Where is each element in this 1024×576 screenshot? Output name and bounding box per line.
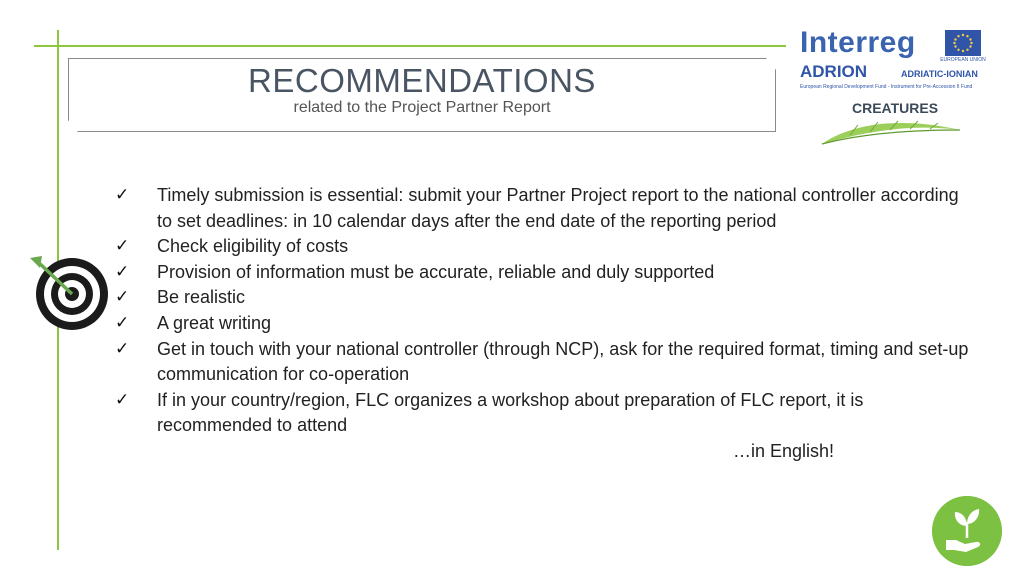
check-icon: ✓ <box>115 287 130 308</box>
logo-region-text: ADRIATIC-IONIAN <box>901 69 978 79</box>
list-item-text: Check eligibility of costs <box>157 236 349 257</box>
leaf-icon <box>820 116 965 146</box>
check-icon: ✓ <box>115 185 130 205</box>
list-item <box>115 260 975 286</box>
page-subtitle: related to the Project Partner Report <box>293 99 551 116</box>
list-item-text: If in your country/region, FLC organizes a workshop about preparation of FLC report, it is recommended to attend <box>157 389 864 436</box>
check-icon: ✓ <box>115 236 130 257</box>
check-icon: ✓ <box>115 261 130 282</box>
list-item <box>115 311 975 337</box>
list-item-text: Get in touch with your national controller (through NCP), ask for the required format, timing and set-up communication for co-operation <box>157 338 969 385</box>
hand-sprout-icon <box>932 496 1002 566</box>
list-item-text: Provision of information must be accurate, reliable and duly supported <box>157 261 715 282</box>
page-title: RECOMMENDATIONS <box>248 62 596 99</box>
list-item <box>115 337 975 388</box>
check-icon: ✓ <box>115 312 130 333</box>
list-item <box>115 285 975 311</box>
list-item-text: Be realistic <box>157 287 246 308</box>
logo-interreg-text: Interreg <box>800 26 916 59</box>
list-item <box>115 388 975 439</box>
list-item <box>115 234 975 260</box>
list-item-text: Timely submission is essential: submit your Partner Project report to the national controller according to set deadlines: in 10 calendar days after the end date of the reporting period <box>157 185 959 231</box>
list-item-text: A great writing <box>157 312 272 333</box>
top-divider-line <box>34 45 786 47</box>
check-icon: ✓ <box>115 389 130 410</box>
eu-flag-icon <box>945 30 981 56</box>
logo-adrion-text: ADRION <box>800 62 868 81</box>
recommendation-list <box>115 183 975 439</box>
check-icon: ✓ <box>115 338 130 359</box>
eu-label: EUROPEAN UNION <box>940 57 986 63</box>
list-item <box>115 183 975 234</box>
logo-fund-text: European Regional Development Fund - Instrument for Pre-Accession II Fund <box>800 84 973 90</box>
target-arrow-icon <box>26 252 112 332</box>
logo-project-name: CREATURES <box>852 100 939 116</box>
footer-note: …in English! <box>733 441 835 461</box>
interreg-adrion-logo <box>798 26 988 146</box>
